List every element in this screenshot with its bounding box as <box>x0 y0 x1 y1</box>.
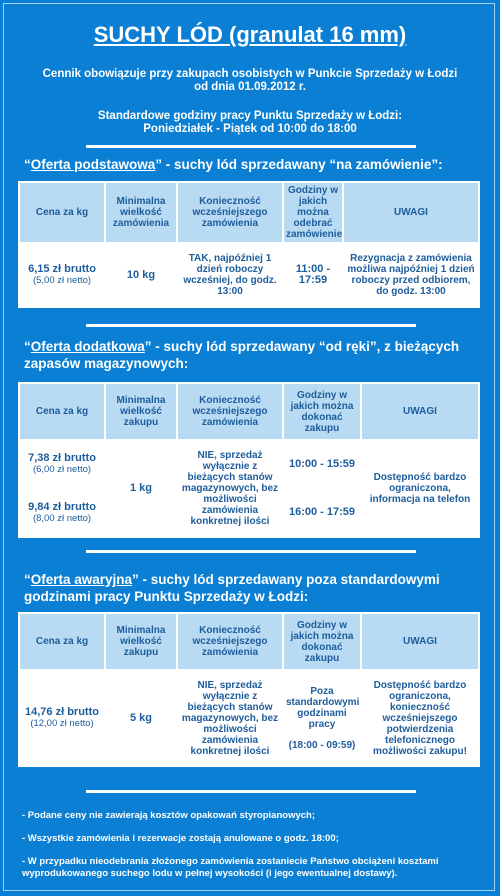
price-netto: (8,00 zł netto) <box>32 512 92 524</box>
hours-cell: 11:00 - 17:59 <box>284 244 342 306</box>
advance-order-cell: NIE, sprzedaż wyłącznie z bieżących stanów magazynowych, bez możliwości zamówienia konkretnej ilości <box>178 441 282 536</box>
footnote: - Wszystkie zamówienia i rezerwacje zostają anulowane o godz. 18:00; <box>22 833 339 844</box>
header-minimum: Minimalna wielkość zamówienia <box>106 183 176 242</box>
hours-text: Poza standardowymi godzinami pracy <box>286 685 360 730</box>
intro-line-4: Poniedziałek - Piątek od 10:00 do 18:00 <box>143 123 357 135</box>
header-price: Cena za kg <box>20 614 104 669</box>
header-hours: Godziny w jakich można odebrać zamówienie <box>286 185 343 240</box>
table-row <box>20 441 478 488</box>
table-row <box>20 244 478 306</box>
hours-range: (18:00 - 09:59) <box>288 739 356 751</box>
advance-order-cell: NIE, sprzedaż wyłącznie z bieżących stanów magazynowych, bez możliwości zamówienia konkretnej ilości <box>178 671 282 765</box>
quote-mark: “ <box>24 572 31 587</box>
table-header-row <box>20 183 478 242</box>
header-notes: UWAGI <box>344 183 478 242</box>
price-netto: (5,00 zł netto) <box>32 275 92 286</box>
offer-basic-heading <box>24 156 484 173</box>
price-cell <box>20 441 104 488</box>
footnote: - Podane ceny nie zawierają kosztów opakowań styropianowych; <box>22 810 315 821</box>
price-cell <box>20 671 104 765</box>
intro-line-1: Cennik obowiązuje przy zakupach osobistych w Punkcie Sprzedaży w Łodzi <box>42 68 458 80</box>
table-row <box>20 671 478 765</box>
hours-cell: 16:00 - 17:59 <box>284 490 360 537</box>
table-header-row <box>20 614 478 669</box>
table-header-row <box>20 384 478 439</box>
price-netto: (12,00 zł netto) <box>30 718 94 729</box>
header-notes: UWAGI <box>362 384 478 439</box>
header-advance-order: Konieczność wcześniejszego zamówienia <box>178 614 282 669</box>
header-hours: Godziny w jakich można dokonać zakupu <box>284 614 360 669</box>
price-cell <box>20 244 104 306</box>
price-brutto: 7,38 zł brutto <box>28 452 96 465</box>
quote-mark: “ <box>24 157 31 172</box>
quote-mark: “ <box>24 339 31 354</box>
offer-basic-name: Oferta podstawowa <box>30 157 156 172</box>
offer-basic-table <box>18 181 480 308</box>
footnote: - W przypadku nieodebrania złożonego zamówienia zostaniecie Państwo obciążeni kosztami wyprodukowanego suchego lodu w pełnej wysokości (i jego ewentualnej dostawy). <box>22 856 439 879</box>
opening-hours <box>0 110 500 136</box>
offer-extra-desc: ” - suchy lód sprzedawany “od ręki”, z bieżących zapasów magazynowych: <box>24 339 460 371</box>
offer-extra-name: Oferta dodatkowa <box>30 339 145 354</box>
hours-cell: 10:00 - 15:59 <box>284 441 360 488</box>
minimum-cell: 1 kg <box>106 441 176 536</box>
price-brutto: 6,15 zł brutto <box>28 263 96 275</box>
minimum-cell: 10 kg <box>106 244 176 306</box>
offer-emergency-table <box>18 612 480 767</box>
price-list-validity <box>0 68 500 94</box>
notes-cell: Dostępność bardzo ograniczona, konieczność wcześniejszego potwierdzenia telefonicznego możliwości zakupu! <box>362 671 478 765</box>
offer-extra-table <box>18 382 480 538</box>
header-price: Cena za kg <box>20 384 104 439</box>
offer-basic-desc: ” - suchy lód sprzedawany “na zamówienie”: <box>155 157 443 172</box>
offer-extra-heading <box>24 338 484 372</box>
price-brutto: 9,84 zł brutto <box>28 500 96 513</box>
offer-emergency-name: Oferta awaryjna <box>30 572 133 587</box>
notes-cell: Rezygnacja z zamówienia możliwa najpóźniej 1 dzień roboczy przed odbiorem, do godz. 13:00 <box>344 244 478 306</box>
header-hours: Godziny w jakich można dokonać zakupu <box>284 384 360 439</box>
advance-order-cell: TAK, najpóźniej 1 dzień roboczy wcześniej, do godz. 13:00 <box>178 244 282 306</box>
divider <box>86 324 416 327</box>
price-cell <box>20 490 104 537</box>
hours-cell <box>284 671 360 765</box>
price-netto: (6,00 zł netto) <box>32 464 92 476</box>
header-notes: UWAGI <box>362 614 478 669</box>
header-price: Cena za kg <box>20 183 104 242</box>
minimum-cell: 5 kg <box>106 671 176 765</box>
divider <box>86 790 416 793</box>
header-advance-order: Konieczność wcześniejszego zamówienia <box>178 183 282 242</box>
header-advance-order: Konieczność wcześniejszego zamówienia <box>178 384 282 439</box>
notes-cell: Dostępność bardzo ograniczona, informacja na telefon <box>362 441 478 536</box>
offer-emergency-heading <box>24 571 484 605</box>
price-brutto: 14,76 zł brutto <box>25 706 99 718</box>
divider <box>86 145 416 148</box>
intro-line-2: od dnia 01.09.2012 r. <box>194 81 306 93</box>
divider <box>86 550 416 553</box>
page-title: SUCHY LÓD (granulat 16 mm) <box>93 22 407 47</box>
intro-line-3: Standardowe godziny pracy Punktu Sprzedaży w Łodzi: <box>97 110 403 122</box>
offer-emergency-desc: ” - suchy lód sprzedawany poza standardowymi godzinami pracy Punktu Sprzedaży w Łodzi: <box>24 572 440 604</box>
header-minimum: Minimalna wielkość zakupu <box>106 384 176 439</box>
header-minimum: Minimalna wielkość zakupu <box>106 614 176 669</box>
